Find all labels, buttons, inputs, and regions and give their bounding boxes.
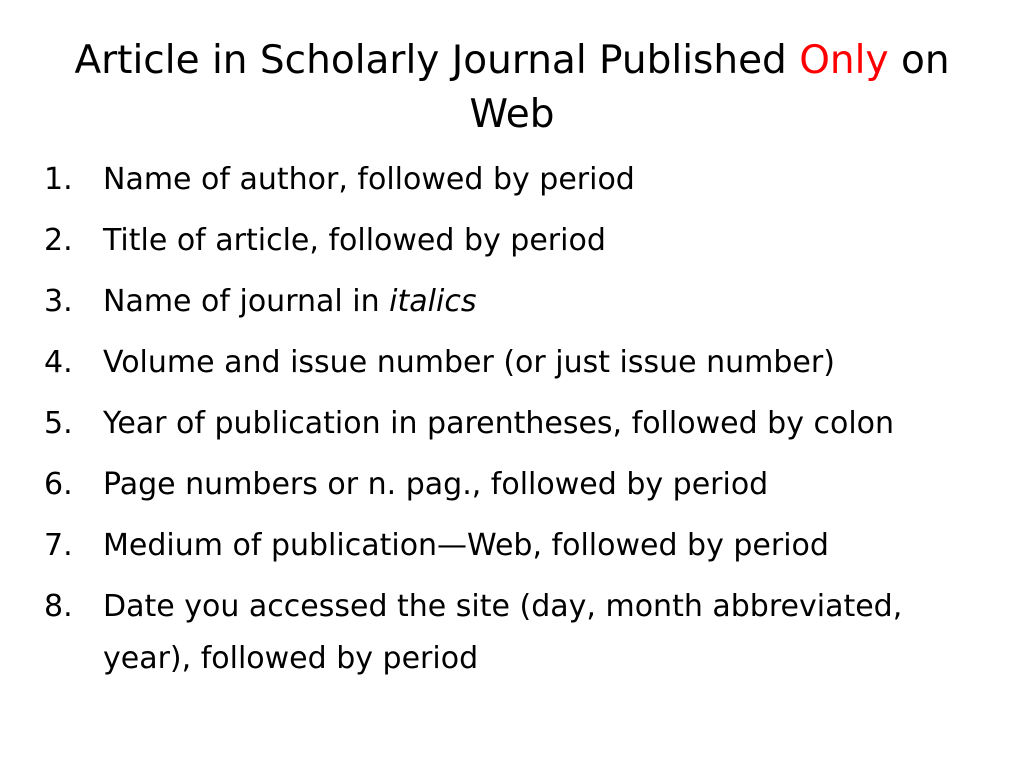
list-item-number: 8. <box>44 589 73 624</box>
list-item-number: 4. <box>44 345 73 380</box>
list-item-text: Page numbers or n. pag., followed by period <box>103 467 769 502</box>
list-item-text: Name of author, followed by period <box>103 162 635 197</box>
list-item-number: 6. <box>44 467 73 502</box>
list-item <box>44 398 984 450</box>
list-item-number: 3. <box>44 284 73 319</box>
list-item-text: Year of publication in parentheses, followed by colon <box>103 406 895 441</box>
title-accent-word: Only <box>799 38 889 83</box>
list-item-text: Date you accessed the site (day, month abbreviated, year), followed by period <box>103 589 903 676</box>
list-item <box>44 581 984 685</box>
list-item-text: Volume and issue number (or just issue number) <box>103 345 835 380</box>
list-item-text-container <box>103 276 984 328</box>
title-text-part1: Article in Scholarly Journal Published <box>74 38 800 83</box>
slide-title <box>40 34 984 142</box>
list-item-text: Name of journal in <box>103 284 390 319</box>
list-item-italic-word: italics <box>389 284 477 319</box>
list-item <box>44 154 984 206</box>
list-item-text: Title of article, followed by period <box>103 223 606 258</box>
list-item-text: Medium of publication—Web, followed by period <box>103 528 829 563</box>
title-text-part2: on Web <box>469 38 950 137</box>
list-item <box>44 276 984 328</box>
list-item-number: 5. <box>44 406 73 441</box>
list-item <box>44 459 984 511</box>
list-item <box>44 520 984 572</box>
list-item <box>44 215 984 267</box>
list-item-number: 7. <box>44 528 73 563</box>
list-item-number: 1. <box>44 162 73 197</box>
list-item-number: 2. <box>44 223 73 258</box>
requirements-list <box>44 154 984 694</box>
list-item <box>44 337 984 389</box>
